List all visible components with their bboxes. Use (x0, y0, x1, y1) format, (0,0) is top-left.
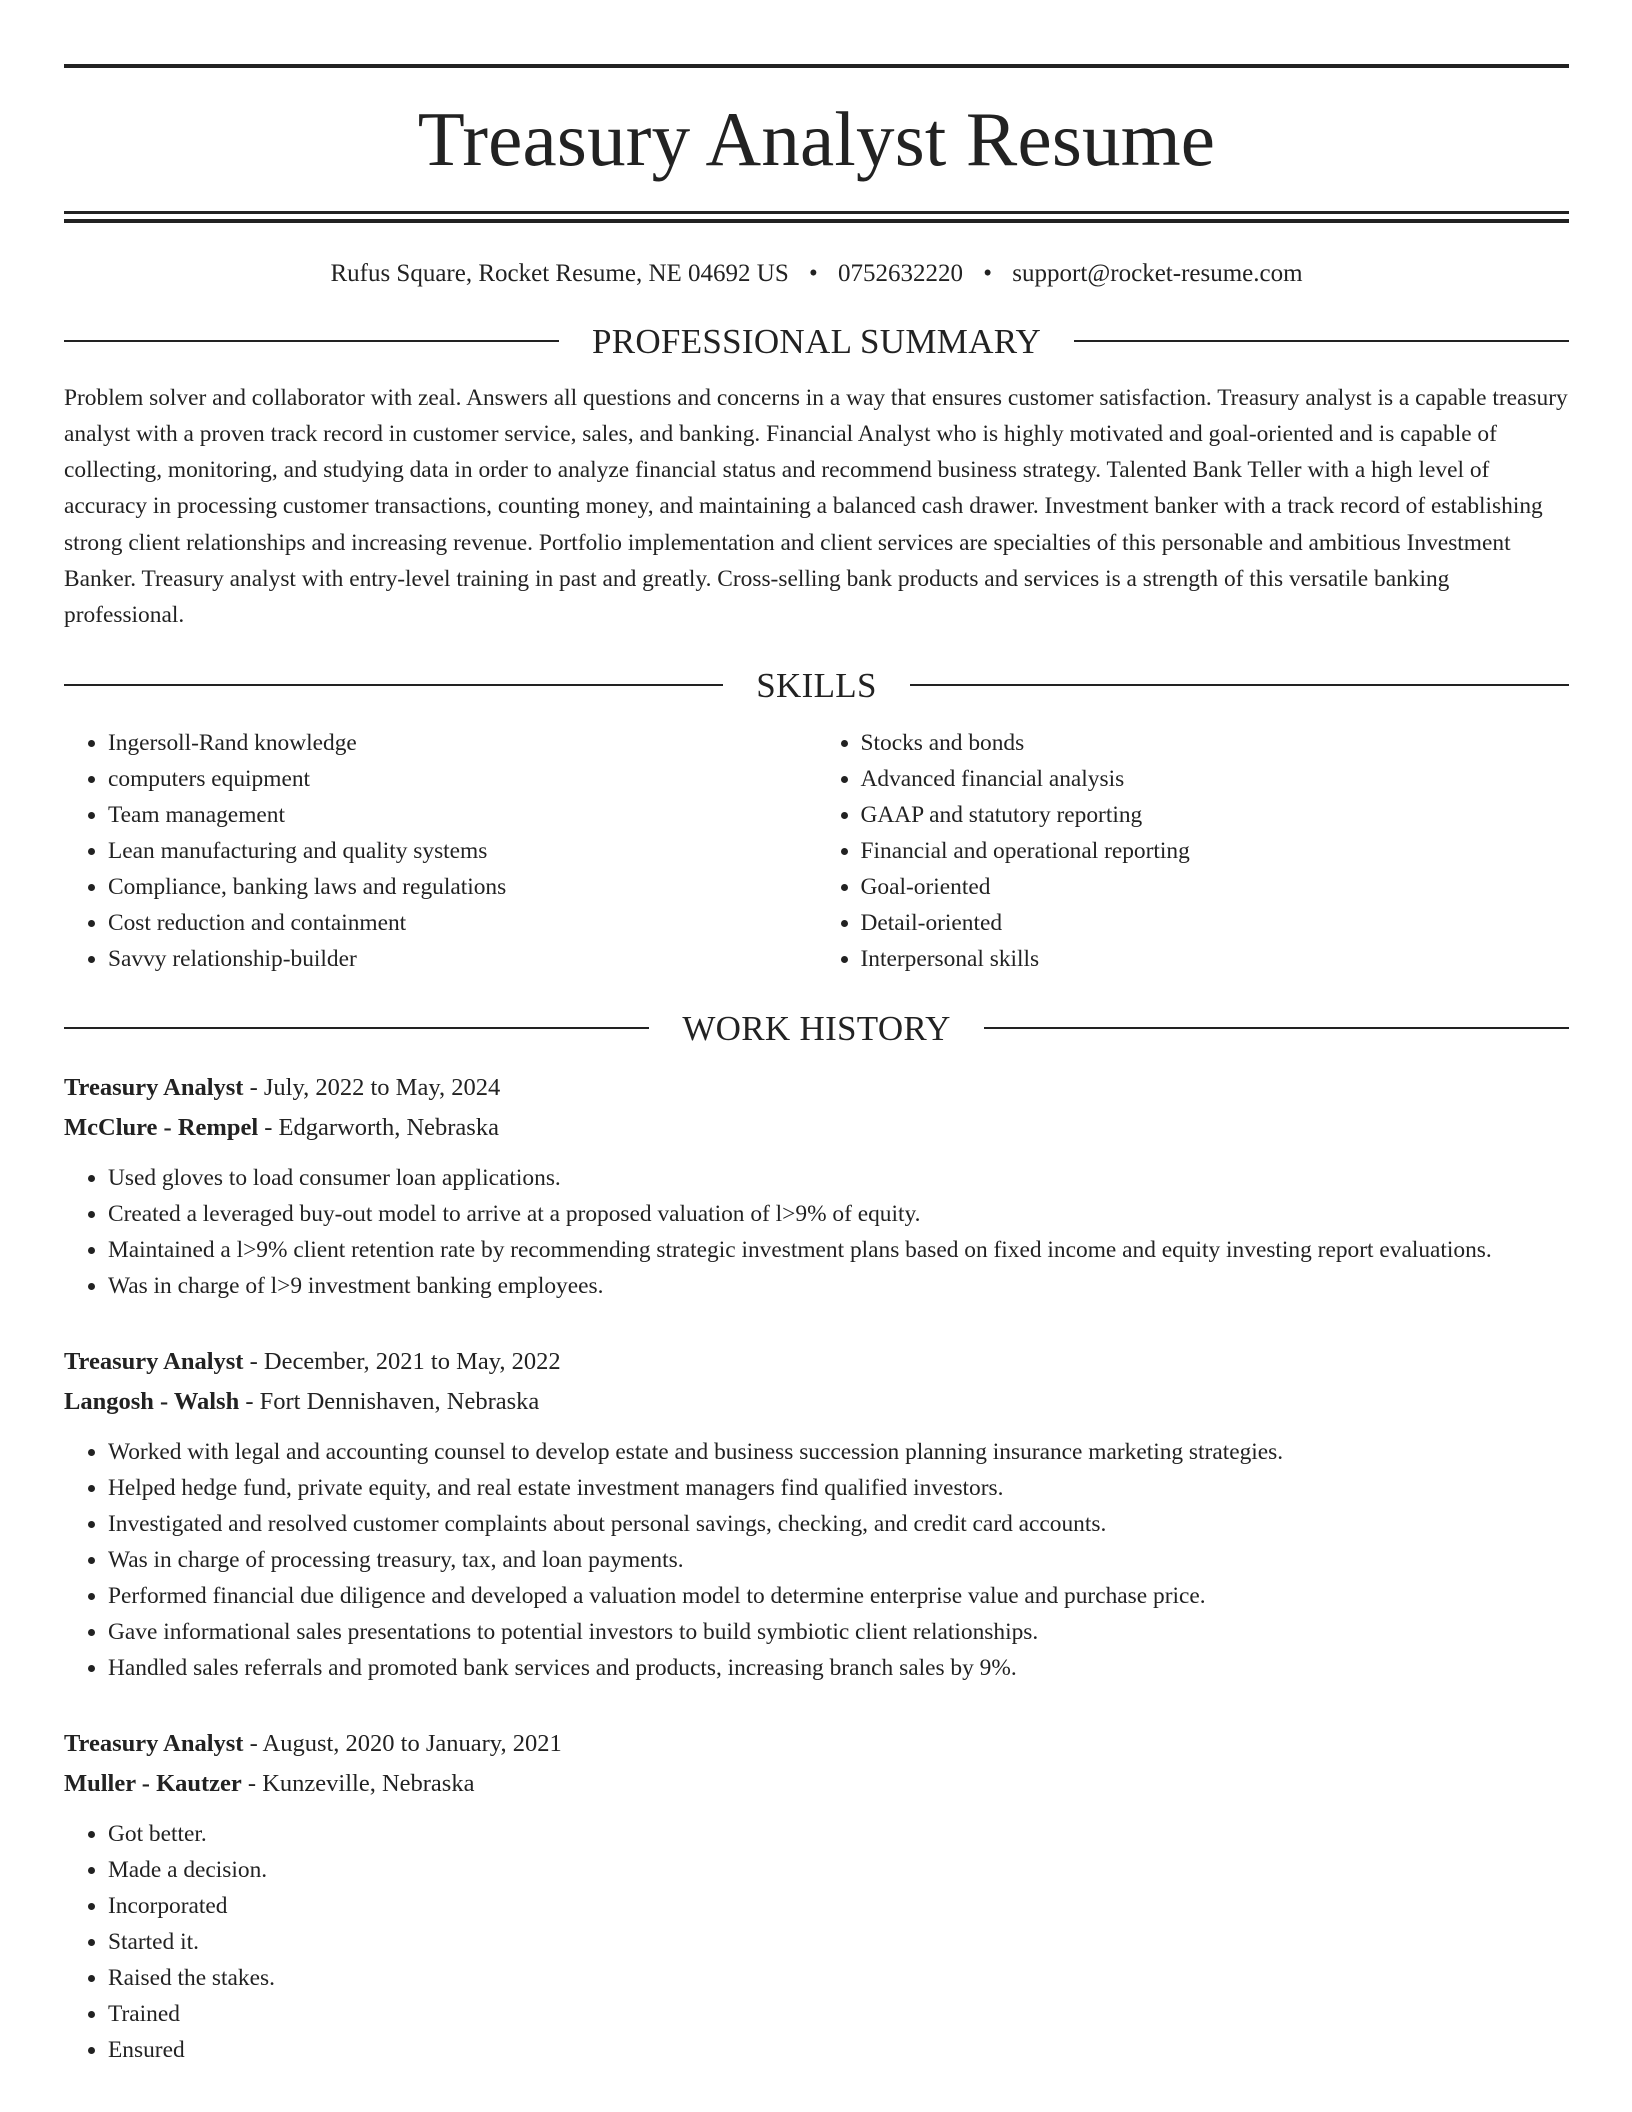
skill-item: • GAAP and statutory reporting (861, 797, 1570, 833)
skill-item: • Advanced financial analysis (861, 761, 1570, 797)
contact-separator: • (808, 260, 818, 287)
skills-column-right (817, 725, 1570, 977)
job-location: - Fort Dennishaven, Nebraska (239, 1387, 540, 1415)
skill-item: • Financial and operational reporting (861, 833, 1570, 869)
summary-paragraph: Problem solver and collaborator with zeal. Answers all questions and concerns in a way that ensures customer satisfaction. Treasury analyst is a capable treasury analyst with a proven track record in customer service, sales, and banking. Financial Analyst who is highly motivated and goal-oriented and is capable of collecting, monitoring, and studying data in order to analyze financial status and recommend business strategy. Talented Bank Teller with a high level of accuracy in processing customer transactions, counting money, and maintaining a balanced cash drawer. Investment banker with a track record of establishing strong client relationships and increasing revenue. Portfolio implementation and client services are specialties of this personable and ambitious Investment Banker. Treasury analyst with entry-level training in past and greatly. Cross-selling bank products and services is a strength of this versatile banking professional. (64, 384, 1568, 629)
job-title-line (64, 1724, 1569, 1764)
job-company: Muller - Kautzer (64, 1769, 242, 1797)
job-location: - Kunzeville, Nebraska (241, 1769, 475, 1797)
job-title-line (64, 1342, 1569, 1382)
summary-heading-label: PROFESSIONAL SUMMARY (591, 321, 1042, 361)
job-dates: - August, 2020 to January, 2021 (243, 1729, 562, 1757)
job-title: Treasury Analyst (64, 1073, 244, 1101)
contact-email: support@rocket-resume.com (1012, 260, 1303, 287)
heading-rule (64, 340, 559, 342)
heading-rule (64, 684, 723, 686)
contact-line (64, 260, 1569, 288)
job-bullet: • Handled sales referrals and promoted bank services and products, increasing branch sales by 9%. (108, 1650, 1569, 1686)
job-entry (64, 1342, 1569, 1686)
skill-item: • computers equipment (108, 761, 817, 797)
job-bullet: • Used gloves to load consumer loan applications. (108, 1160, 1569, 1196)
job-dates: - July, 2022 to May, 2024 (243, 1073, 501, 1101)
job-company-line (64, 1108, 1569, 1148)
skill-item: • Stocks and bonds (861, 725, 1570, 761)
skill-item: • Savvy relationship-builder (108, 941, 817, 977)
job-bullet: • Created a leveraged buy-out model to arrive at a proposed valuation of l>9% of equity. (108, 1196, 1569, 1232)
job-company: McClure - Rempel (64, 1113, 259, 1141)
job-bullet: • Was in charge of processing treasury, tax, and loan payments. (108, 1542, 1569, 1578)
job-dates: - December, 2021 to May, 2022 (243, 1347, 561, 1375)
skill-item: • Lean manufacturing and quality systems (108, 833, 817, 869)
summary-section-heading (64, 321, 1569, 361)
skill-item: • Interpersonal skills (861, 941, 1570, 977)
heading-rule (910, 684, 1569, 686)
heading-rule (984, 1027, 1569, 1029)
job-bullet: • Investigated and resolved customer complaints about personal savings, checking, and credit card accounts. (108, 1506, 1569, 1542)
contact-address: Rufus Square, Rocket Resume, NE 04692 US (330, 260, 789, 287)
job-location: - Edgarworth, Nebraska (258, 1113, 499, 1141)
contact-phone: 0752632220 (838, 260, 963, 287)
job-bullet: • Performed financial due diligence and developed a valuation model to determine enterprise value and purchase price. (108, 1578, 1569, 1614)
resume-title: Treasury Analyst Resume (417, 96, 1216, 182)
job-bullets (64, 1434, 1569, 1686)
job-title: Treasury Analyst (64, 1347, 244, 1375)
skill-item: • Ingersoll-Rand knowledge (108, 725, 817, 761)
job-company-line (64, 1382, 1569, 1422)
job-bullet: • Maintained a l>9% client retention rate by recommending strategic investment plans based on fixed income and equity investing report evaluations. (108, 1232, 1569, 1268)
skill-item: • Cost reduction and containment (108, 905, 817, 941)
job-bullet: • Ensured (108, 2032, 1569, 2068)
job-company: Langosh - Walsh (64, 1387, 240, 1415)
skill-item: • Compliance, banking laws and regulations (108, 869, 817, 905)
skills-column-left (64, 725, 817, 977)
skills-section-heading (64, 665, 1569, 705)
job-title: Treasury Analyst (64, 1729, 244, 1757)
job-title-line (64, 1068, 1569, 1108)
job-company-line (64, 1764, 1569, 1804)
title-double-rule (64, 211, 1569, 223)
job-bullet: • Gave informational sales presentations to potential investors to build symbiotic client relationships. (108, 1614, 1569, 1650)
skill-item: • Detail-oriented (861, 905, 1570, 941)
job-bullet: • Trained (108, 1996, 1569, 2032)
contact-separator: • (983, 260, 993, 287)
skills-heading-label: SKILLS (756, 665, 877, 705)
skills-list (64, 725, 1569, 977)
top-rule (64, 64, 1569, 68)
job-bullet: • Was in charge of l>9 investment banking employees. (108, 1268, 1569, 1304)
job-entry (64, 1724, 1569, 2068)
job-bullets (64, 1816, 1569, 2068)
job-bullet: • Helped hedge fund, private equity, and real estate investment managers find qualified investors. (108, 1470, 1569, 1506)
job-entry (64, 1068, 1569, 1304)
job-bullet: • Got better. (108, 1816, 1569, 1852)
work-heading-label: WORK HISTORY (682, 1008, 951, 1048)
job-bullet: • Worked with legal and accounting counsel to develop estate and business succession planning insurance marketing strategies. (108, 1434, 1569, 1470)
job-bullet: • Made a decision. (108, 1852, 1569, 1888)
heading-rule (1074, 340, 1569, 342)
skill-item: • Goal-oriented (861, 869, 1570, 905)
heading-rule (64, 1027, 649, 1029)
job-bullet: • Started it. (108, 1924, 1569, 1960)
skill-item: • Team management (108, 797, 817, 833)
job-bullet: • Raised the stakes. (108, 1960, 1569, 1996)
work-section-heading (64, 1008, 1569, 1048)
job-bullet: • Incorporated (108, 1888, 1569, 1924)
job-bullets (64, 1160, 1569, 1304)
